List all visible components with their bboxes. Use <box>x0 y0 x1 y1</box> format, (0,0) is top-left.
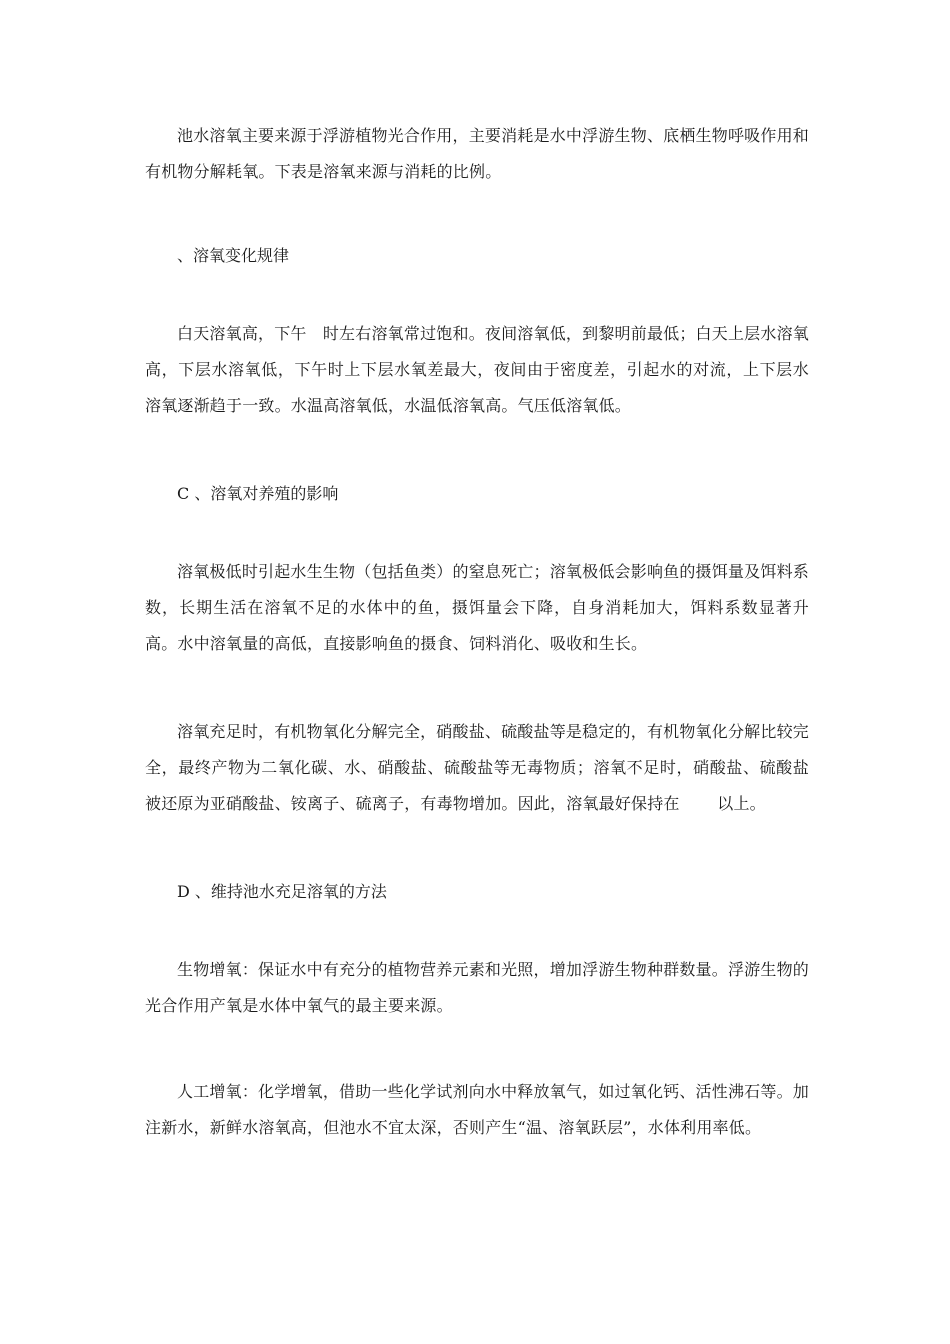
paragraph-oxygen-effect: 溶氧极低时引起水生生物（包括鱼类）的窒息死亡；溶氧极低会影响鱼的摄饵量及饵料系数，长期生活在溶氧不足的水体中的鱼，摄饵量会下降，自身消耗加大，饵料系数显著升高。水中溶氧量的高低，直接影响鱼的摄食、饲料消化、吸收和生长。 <box>145 562 809 653</box>
paragraph-artificial-aeration: 人工增氧：化学增氧，借助一些化学试剂向水中释放氧气，如过氧化钙、活性沸石等。加注新水，新鲜水溶氧高，但池水不宜太深，否则产生“温、溶氧跃层”，水体利用率低。 <box>145 1082 809 1137</box>
heading-oxygen-effect: C 、溶氧对养殖的影响 <box>177 484 339 503</box>
heading-oxygen-variation: 、溶氧变化规律 <box>177 246 290 265</box>
paragraph-biological-aeration: 生物增氧：保证水中有充分的植物营养元素和光照，增加浮游生物种群数量。浮游生物的光合作用产氧是水体中氧气的最主要来源。 <box>145 960 809 1015</box>
heading-maintain-oxygen: D 、维持池水充足溶氧的方法 <box>177 882 387 901</box>
paragraph-oxygen-variation: 白天溶氧高，下午 时左右溶氧常过饱和。夜间溶氧低，到黎明前最低；白天上层水溶氧高，下层水溶氧低，下午时上下层水氧差最大，夜间由于密度差，引起水的对流，上下层水溶氧逐渐趋于一致。水温高溶氧低，水温低溶氧高。气压低溶氧低。 <box>145 324 809 415</box>
paragraph-oxygen-sources: 池水溶氧主要来源于浮游植物光合作用，主要消耗是水中浮游生物、底栖生物呼吸作用和有机物分解耗氧。下表是溶氧来源与消耗的比例。 <box>145 126 809 181</box>
paragraph-sufficient-oxygen: 溶氧充足时，有机物氧化分解完全，硝酸盐、硫酸盐等是稳定的，有机物氧化分解比较完全，最终产物为二氧化碳、水、硝酸盐、硫酸盐等无毒物质；溶氧不足时，硝酸盐、硫酸盐被还原为亚硝酸盐、铵离子、硫离子，有毒物增加。因此，溶氧最好保持在 以上。 <box>145 722 809 813</box>
